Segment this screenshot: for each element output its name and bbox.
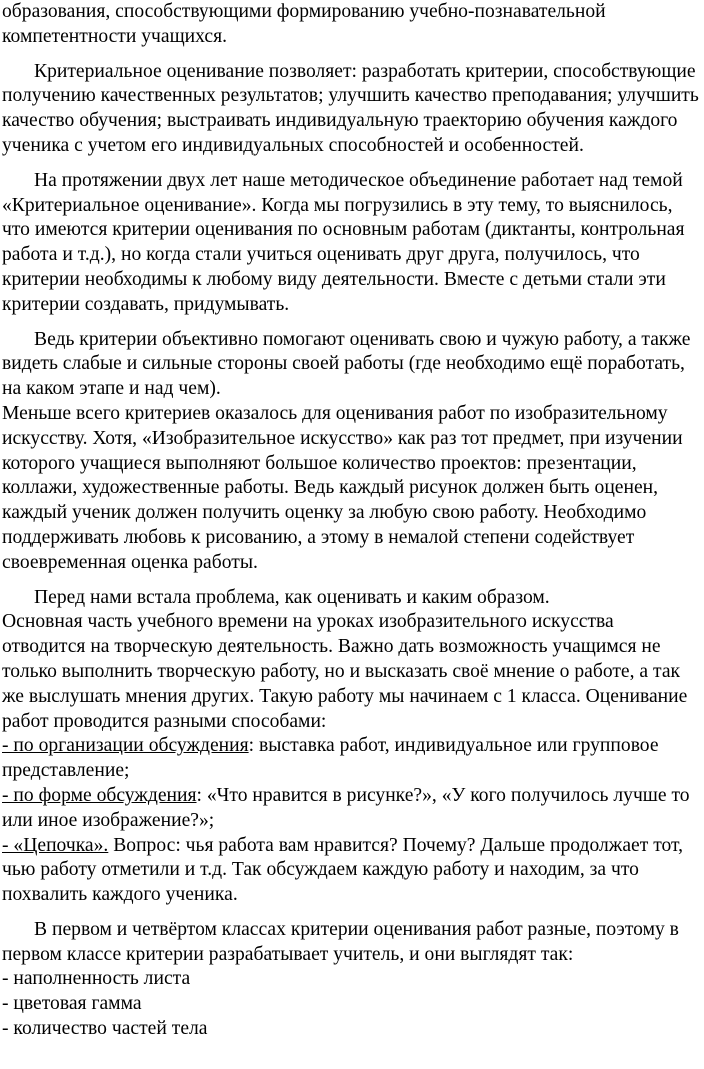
paragraph-objective-criteria: Ведь критерии объективно помогают оценивать свою и чужую работу, а также видеть слабые и сильные стороны своей работы (где необходимо ещё поработать, на каком этапе и над чем). — [2, 328, 691, 400]
paragraph-intro-tail: образования, способствующими формированию учебно-познавательной компетентности учащихся. — [2, 1, 606, 47]
paragraph-lesson-time: Основная часть учебного времени на уроках изобразительного искусства отводится на творческую деятельность. Важно дать возможность учащимся не только выполнить творческую работу, но и высказать своё мнение о работе, а так же выслушать мнения других. Такую работу мы начинаем с 1 класса. Оценивание работ проводится разными способами: — [2, 611, 688, 732]
list-item-chain — [2, 834, 700, 908]
list-item-discussion-organization — [2, 734, 700, 784]
paragraph-criteria-benefits: Критериальное оценивание позволяет: разработать критерии, способствующие получению качественных результатов; улучшить качество преподавания; улучшить качество обучения; выстраивать индивидуальную траекторию обучения каждого ученика с учетом его индивидуальных способностей и особенностей. — [2, 60, 699, 156]
paragraph-methodical-topic: На протяжении двух лет наше методическое объединение работает над темой «Критериальное оценивание». Когда мы погрузились в эту тему, то выяснилось, что имеются критерии оценивания по основным работам (диктанты, контрольная работа и т.д.), но когда стали учиться оценивать друг друга, получилось, что критерии необходимы к любому виду деятельности. Вместе с детьми стали эти критерии создавать, придумывать. — [2, 169, 685, 315]
list-item: - цветовая гамма — [2, 993, 142, 1015]
underlined-term: - по форме обсуждения — [2, 784, 197, 806]
paragraph-grade-criteria: В первом и четвёртом классах критерии оценивания работ разные, поэтому в первом классе критерии разрабатывает учитель, и они выглядят так: — [2, 918, 679, 965]
paragraph-problem: Перед нами встала проблема, как оценивать и каким образом. — [34, 586, 550, 608]
underlined-term: - по организации обсуждения — [2, 735, 249, 757]
item-text: : выставка работ, индивидуальное или групповое представление; — [2, 735, 659, 782]
list-item-discussion-form — [2, 784, 700, 834]
item-text: Вопрос: чья работа вам нравится? Почему? Дальше продолжает тот, чью работу отметили и т.д. Так обсуждаем каждую работу и находим, за что похвалить каждого ученика. — [2, 834, 684, 906]
criteria-list — [2, 967, 700, 1041]
list-item: - наполненность листа — [2, 968, 191, 990]
underlined-term: - «Цепочка». — [2, 834, 109, 856]
item-text: : «Что нравится в рисунке?», «У кого получилось лучше то или иное изображение?»; — [2, 784, 690, 831]
list-item: - количество частей тела — [2, 1018, 208, 1040]
paragraph-fine-arts: Меньше всего критериев оказалось для оценивания работ по изобразительному искусству. Хотя, «Изобразительное искусство» как раз тот предмет, при изучении которого учащиеся выполняют большое количество проектов: презентации, коллажи, художественные работы. Ведь каждый рисунок должен быть оценен, каждый ученик должен получить оценку за любую свою работу. Необходимо поддерживать любовь к рисованию, а этому в немалой степени содействует своевременная оценка работы. — [2, 402, 683, 573]
